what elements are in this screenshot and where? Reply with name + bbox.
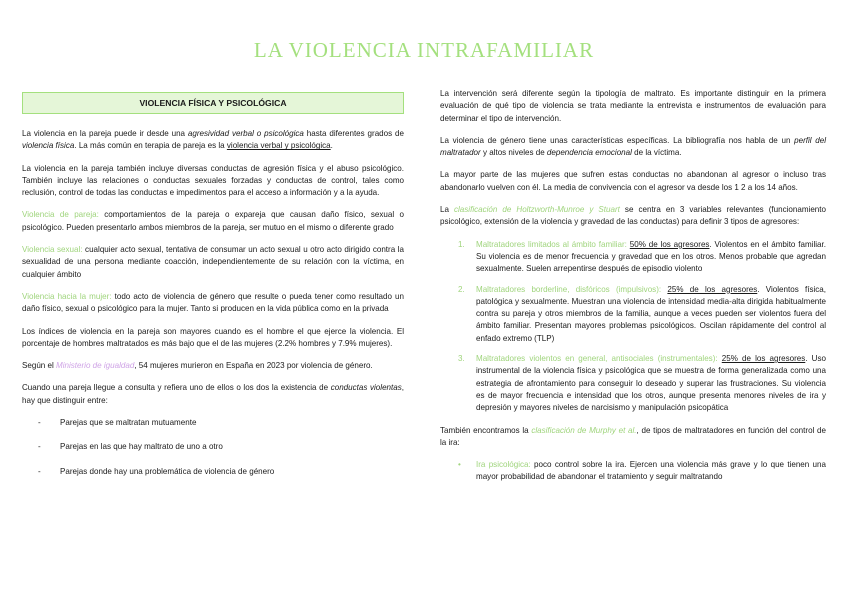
list-item: 2. Maltratadores borderline, disfóricos (impulsivos): 25% de los agresores. Violentos física, patológica y sexualmente. Muestran una violencia de intensidad media-alta dirigida habitualmente contra su pareja y otros miembros de la familia, aunque a veces pueden ser violentos fuera del ámbito familiar. Presentan mayores problemas psicológicos. Oscilan rápidamente del control al enfado extremo (TLP)	[458, 284, 826, 343]
paragraph-consulta: Cuando una pareja llegue a consulta y refiera uno de ellos o los dos la existencia de conductas violentas, hay que distinguir entre:	[22, 383, 405, 405]
paragraph-clasificacion-murphy: También encontramos la clasificación de Murphy et al., de tipos de maltratadores en función del control de la ira:	[440, 425, 826, 447]
page-title: LA VIOLENCIA INTRAFAMILIAR	[253, 38, 595, 62]
paragraph-indices: Los índices de violencia en la pareja son mayores cuando es el hombre el que ejerce la violencia. El porcentaje de hombres maltratados es más bajo que el de las mujeres (2.2% hombres y 7.9% mujeres).	[22, 326, 404, 348]
section-header-violencia-fisica: VIOLENCIA FÍSICA Y PSICOLÓGICA	[22, 92, 404, 114]
list-item: • Ira psicológica: poco control sobre la ira. Ejercen una violencia más grave y lo que tienen una mayor probabilidad de abandonar el tratamiento y seguir maltratando	[458, 460, 826, 482]
left-column	[22, 92, 404, 490]
right-column	[440, 88, 826, 484]
list-item: 1. Maltratadores limitados al ámbito familiar: 50% de los agresores. Violentos en el ámbito familiar. Su violencia es de menor frecuencia y gravedad que en los otros. Menos probable que agredan sexualmente. Suelen arrepentirse después de episodio violento	[458, 239, 826, 274]
paragraph-clasificacion-holtzworth: La clasificación de Holtzworth-Munroe y Stuart se centra en 3 variables relevantes (funcionamiento psicológico, extensión de la violencia y gravedad de las conductas) para definir 3 tipos de agresores:	[440, 205, 826, 227]
definition-violencia-mujer: Violencia hacia la mujer: todo acto de violencia de género que resulte o pueda tener como resultado un daño físico, sexual o psicológico para la mujer. Tanto si producen en la vida pública como en la privada	[22, 291, 404, 314]
list-item: 3. Maltratadores violentos en general, antisociales (instrumentales): 25% de los agresores. Uso instrumental de la violencia física y psicológica que se muestra de forma generalizada como una estrategia de afrontamiento para conseguir lo deseado y superar las frustraciones. Su violencia es de mayor frecuencia e intensidad que los otros, aunque presenta menores niveles de ira y depresión y mayores niveles de narcisismo y manipulación psicopática	[458, 354, 826, 413]
paragraph-convivencia: La mayor parte de las mujeres que sufren estas conductas no abandonan al agresor o incluso tras abandonarlo vuelven con él. La media de convivencia con el agresor va desde los 1 2 a los 14 años.	[440, 170, 826, 192]
list-item: - Parejas que se maltratan mutuamente	[38, 418, 197, 428]
list-item: - Parejas en las que hay maltrato de uno a otro	[38, 442, 223, 452]
definition-violencia-pareja: Violencia de pareja: comportamientos de la pareja o expareja que causan daño físico, sexual o psicológico. Pueden presentarlo ambos miembros de la pareja, ser mutuo en el mismo o diferente grado	[22, 210, 404, 232]
couple-types-list	[22, 417, 404, 478]
definition-violencia-sexual: Violencia sexual: cualquier acto sexual, tentativa de consumar un acto sexual u otro acto dirigido contra la sexualidad de una persona mediante coacción, independientemente de su relación con la víctima, en cualquier ámbito	[22, 245, 404, 279]
paragraph-conductas: La violencia en la pareja también incluye diversas conductas de agresión física y el abuso psicológico. También incluye las relaciones o conductas sexuales forzadas y conductas de control, tales como reclusión, control de todas las conductas e impedimentos para el acceso a información y a la ayuda.	[22, 163, 404, 198]
aggressor-types-list	[440, 239, 826, 415]
list-item: - Parejas donde hay una problemática de violencia de género	[38, 466, 275, 476]
ira-types-list	[440, 459, 826, 484]
paragraph-violencia-genero: La violencia de género tiene unas características específicas. La bibliografía nos habla de un perfil del maltratador y altos niveles de dependencia emocional de la víctima.	[440, 135, 826, 158]
paragraph-intervencion: La intervención será diferente según la tipología de maltrato. Es importante distinguir en la primera evaluación de qué tipo de violencia se trata mediante la entrevista e instrumentos de evaluación para determinar el tipo de intervención.	[440, 89, 826, 123]
paragraph-ministerio: Según el Ministerio de igualdad, 54 mujeres murieron en España en 2023 por violencia de género.	[22, 361, 373, 371]
paragraph-intro: La violencia en la pareja puede ir desde una agresividad verbal o psicológica hasta diferentes grados de violencia física. La más común en terapia de pareja es la violencia verbal y psicológica.	[22, 129, 404, 151]
